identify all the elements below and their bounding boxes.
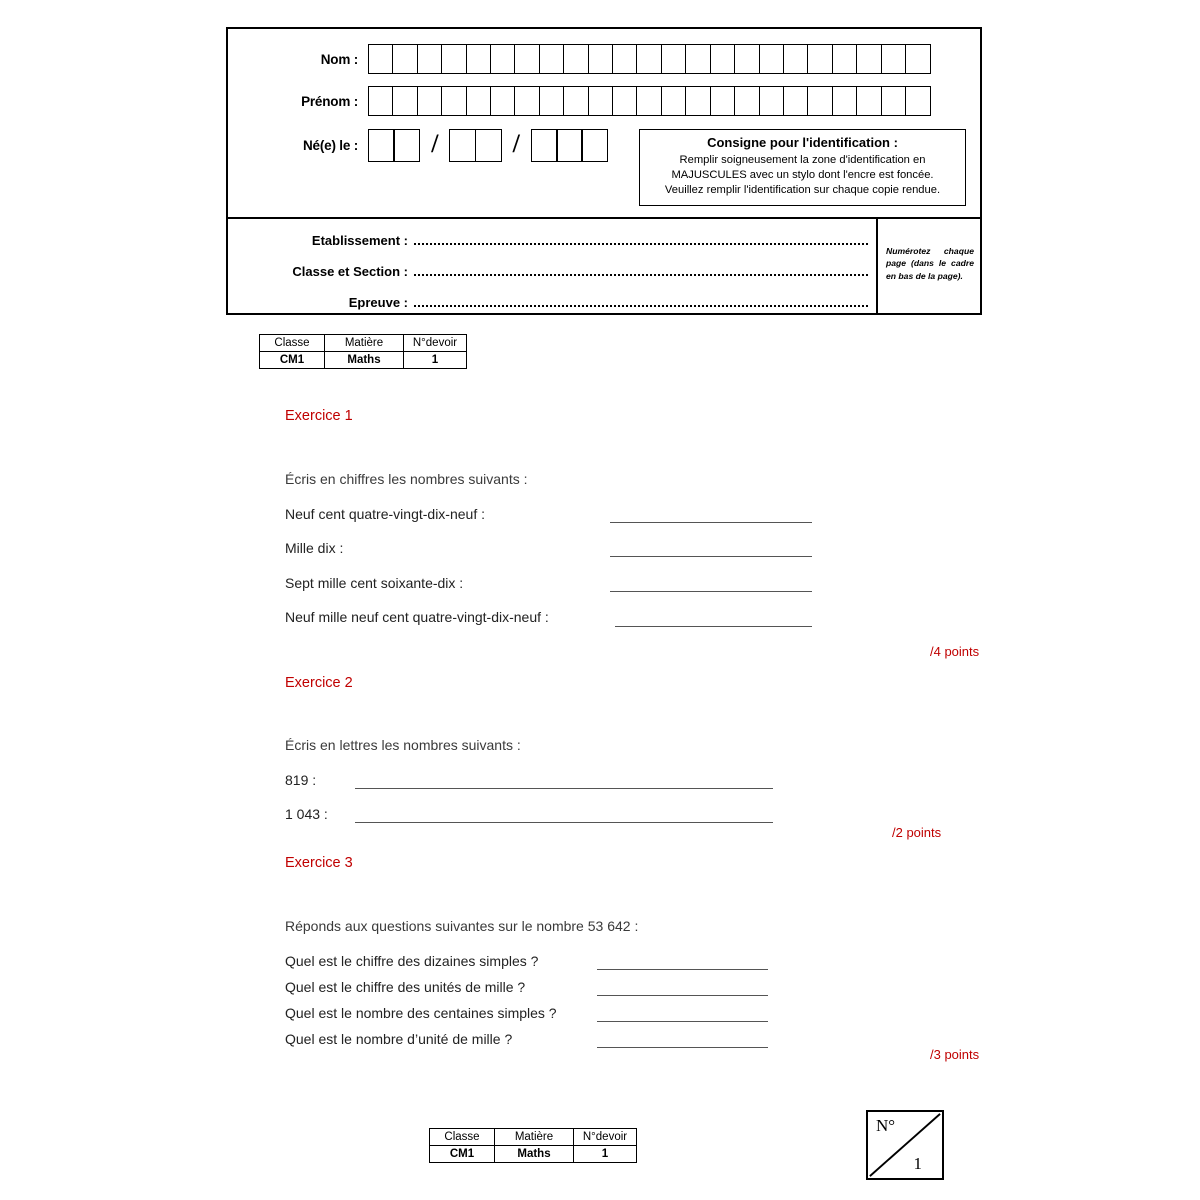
value-ndevoir: 1 bbox=[404, 352, 467, 369]
nom-label: Nom : bbox=[320, 51, 358, 67]
date-separator: / bbox=[512, 128, 520, 158]
character-cell[interactable] bbox=[563, 86, 589, 116]
exercise-1-title: Exercice 1 bbox=[285, 408, 353, 424]
character-cell[interactable] bbox=[441, 86, 467, 116]
exercise-3-prompt: Réponds aux questions suivantes sur le nombre 53 642 : bbox=[285, 918, 639, 934]
exercise-1-question-3: Sept mille cent soixante-dix : bbox=[285, 575, 464, 591]
exercise-3-question-1: Quel est le chiffre des dizaines simples ? bbox=[285, 953, 539, 969]
character-cell[interactable] bbox=[612, 86, 638, 116]
consigne-title: Consigne pour l'identification : bbox=[707, 135, 898, 150]
nom-input-boxes[interactable] bbox=[368, 44, 931, 74]
identification-bottom-section bbox=[228, 219, 980, 313]
character-cell[interactable] bbox=[710, 44, 736, 74]
header-ndevoir: N°devoir bbox=[404, 335, 467, 352]
date-character-cell[interactable] bbox=[531, 129, 558, 162]
exercise-3-question-4: Quel est le nombre d’unité de mille ? bbox=[285, 1031, 513, 1047]
school-fields-area bbox=[228, 219, 878, 313]
value-matiere: Maths bbox=[325, 352, 404, 369]
date-group bbox=[449, 129, 501, 162]
consigne-line-2: MAJUSCULES avec un stylo dont l'encre est foncée. bbox=[671, 169, 934, 182]
character-cell[interactable] bbox=[417, 86, 443, 116]
exercise-2-answer-line-2[interactable] bbox=[355, 822, 773, 823]
epreuve-label: Epreuve : bbox=[348, 295, 408, 310]
exercise-3-answer-line-3[interactable] bbox=[597, 1021, 768, 1022]
exercise-1-question-2: Mille dix : bbox=[285, 540, 344, 556]
character-cell[interactable] bbox=[636, 44, 662, 74]
character-cell[interactable] bbox=[466, 44, 492, 74]
character-cell[interactable] bbox=[783, 86, 809, 116]
exercise-3-title: Exercice 3 bbox=[285, 855, 353, 871]
character-cell[interactable] bbox=[685, 44, 711, 74]
character-cell[interactable] bbox=[661, 86, 687, 116]
character-cell[interactable] bbox=[710, 86, 736, 116]
page-number-value: 1 bbox=[913, 1154, 922, 1173]
character-cell[interactable] bbox=[563, 44, 589, 74]
exercise-2-answer-line-1[interactable] bbox=[355, 788, 773, 789]
value-classe: CM1 bbox=[430, 1146, 495, 1163]
classe-section-label: Classe et Section : bbox=[292, 264, 408, 279]
character-cell[interactable] bbox=[636, 86, 662, 116]
prenom-field-row bbox=[228, 86, 931, 116]
character-cell[interactable] bbox=[417, 44, 443, 74]
character-cell[interactable] bbox=[905, 86, 931, 116]
character-cell[interactable] bbox=[783, 44, 809, 74]
value-ndevoir: 1 bbox=[574, 1146, 637, 1163]
character-cell[interactable] bbox=[759, 86, 785, 116]
character-cell[interactable] bbox=[368, 44, 394, 74]
character-cell[interactable] bbox=[734, 44, 760, 74]
header-matiere: Matière bbox=[495, 1129, 574, 1146]
exam-info-table-top bbox=[259, 334, 467, 369]
consigne-line-3: Veuillez remplir l'identification sur chaque copie rendue. bbox=[664, 184, 941, 197]
etablissement-row bbox=[228, 231, 868, 248]
date-separator: / bbox=[431, 128, 439, 158]
etablissement-label: Etablissement : bbox=[311, 233, 408, 248]
exercise-2-points: /2 points bbox=[892, 825, 942, 840]
prenom-input-boxes[interactable] bbox=[368, 86, 931, 116]
consigne-box bbox=[639, 129, 966, 206]
table-header-row bbox=[430, 1129, 637, 1146]
table-value-row bbox=[260, 352, 467, 369]
character-cell[interactable] bbox=[856, 44, 882, 74]
header-classe: Classe bbox=[430, 1129, 495, 1146]
date-character-cell[interactable] bbox=[368, 129, 395, 162]
character-cell[interactable] bbox=[759, 44, 785, 74]
character-cell[interactable] bbox=[807, 86, 833, 116]
date-group bbox=[368, 129, 420, 162]
epreuve-row bbox=[228, 293, 868, 310]
character-cell[interactable] bbox=[441, 44, 467, 74]
date-character-cell[interactable] bbox=[449, 129, 476, 162]
date-character-cell[interactable] bbox=[475, 129, 502, 162]
identification-top-section bbox=[228, 29, 980, 219]
exercise-2-question-2: 1 043 : bbox=[285, 806, 328, 822]
character-cell[interactable] bbox=[856, 86, 882, 116]
page-number-label: N° bbox=[876, 1116, 896, 1135]
character-cell[interactable] bbox=[514, 44, 540, 74]
table-header-row bbox=[260, 335, 467, 352]
exercise-3-answer-line-2[interactable] bbox=[597, 995, 768, 996]
date-character-cell[interactable] bbox=[581, 129, 608, 162]
character-cell[interactable] bbox=[392, 86, 418, 116]
birthdate-label: Né(e) le : bbox=[302, 138, 358, 153]
character-cell[interactable] bbox=[734, 86, 760, 116]
character-cell[interactable] bbox=[832, 86, 858, 116]
character-cell[interactable] bbox=[881, 86, 907, 116]
exercise-1-answer-line-4[interactable] bbox=[615, 626, 812, 627]
character-cell[interactable] bbox=[905, 44, 931, 74]
etablissement-input-line[interactable] bbox=[414, 231, 868, 245]
character-cell[interactable] bbox=[392, 44, 418, 74]
table-value-row bbox=[430, 1146, 637, 1163]
value-matiere: Maths bbox=[495, 1146, 574, 1163]
character-cell[interactable] bbox=[539, 86, 565, 116]
exercise-1-points: /4 points bbox=[930, 644, 980, 659]
character-cell[interactable] bbox=[612, 44, 638, 74]
numerotez-note: Numérotez chaque page (dans le cadre en bas de la page). bbox=[886, 246, 974, 281]
exercise-1-question-1: Neuf cent quatre-vingt-dix-neuf : bbox=[285, 506, 485, 522]
header-ndevoir: N°devoir bbox=[574, 1129, 637, 1146]
exercise-3-answer-line-4[interactable] bbox=[597, 1047, 768, 1048]
character-cell[interactable] bbox=[881, 44, 907, 74]
header-matiere: Matière bbox=[325, 335, 404, 352]
header-classe: Classe bbox=[260, 335, 325, 352]
exercise-3-answer-line-1[interactable] bbox=[597, 969, 768, 970]
classe-section-row bbox=[228, 262, 868, 279]
character-cell[interactable] bbox=[832, 44, 858, 74]
epreuve-input-line[interactable] bbox=[414, 293, 868, 307]
character-cell[interactable] bbox=[661, 44, 687, 74]
prenom-label: Prénom : bbox=[301, 93, 358, 109]
classe-section-input-line[interactable] bbox=[414, 262, 868, 276]
character-cell[interactable] bbox=[466, 86, 492, 116]
value-classe: CM1 bbox=[260, 352, 325, 369]
character-cell[interactable] bbox=[539, 44, 565, 74]
exercise-2-prompt: Écris en lettres les nombres suivants : bbox=[285, 737, 521, 753]
character-cell[interactable] bbox=[588, 44, 614, 74]
exercise-1-answer-line-2[interactable] bbox=[610, 556, 812, 557]
exercise-1-answer-line-3[interactable] bbox=[610, 591, 812, 592]
date-character-cell[interactable] bbox=[556, 129, 583, 162]
date-character-cell[interactable] bbox=[393, 129, 420, 162]
exercise-3-question-2: Quel est le chiffre des unités de mille ? bbox=[285, 979, 526, 995]
exercise-1-prompt: Écris en chiffres les nombres suivants : bbox=[285, 471, 528, 487]
exercise-1-question-4: Neuf mille neuf cent quatre-vingt-dix-neuf : bbox=[285, 609, 549, 625]
identification-block bbox=[226, 27, 982, 315]
character-cell[interactable] bbox=[588, 86, 614, 116]
date-group bbox=[531, 129, 608, 162]
nom-field-row bbox=[228, 44, 931, 74]
character-cell[interactable] bbox=[490, 44, 516, 74]
birthdate-input-boxes[interactable] bbox=[368, 129, 608, 162]
character-cell[interactable] bbox=[685, 86, 711, 116]
exam-info-table-bottom bbox=[429, 1128, 637, 1163]
character-cell[interactable] bbox=[514, 86, 540, 116]
page-number-box[interactable] bbox=[866, 1110, 944, 1180]
exercise-1-answer-line-1[interactable] bbox=[610, 522, 812, 523]
character-cell[interactable] bbox=[368, 86, 394, 116]
character-cell[interactable] bbox=[807, 44, 833, 74]
exercise-2-question-1: 819 : bbox=[285, 772, 317, 788]
character-cell[interactable] bbox=[490, 86, 516, 116]
consigne-line-1: Remplir soigneusement la zone d'identification en bbox=[679, 154, 926, 166]
exercise-2-title: Exercice 2 bbox=[285, 675, 353, 691]
birthdate-field-row bbox=[228, 129, 608, 162]
exercise-3-points: /3 points bbox=[930, 1047, 980, 1062]
exercise-3-question-3: Quel est le nombre des centaines simples ? bbox=[285, 1005, 557, 1021]
